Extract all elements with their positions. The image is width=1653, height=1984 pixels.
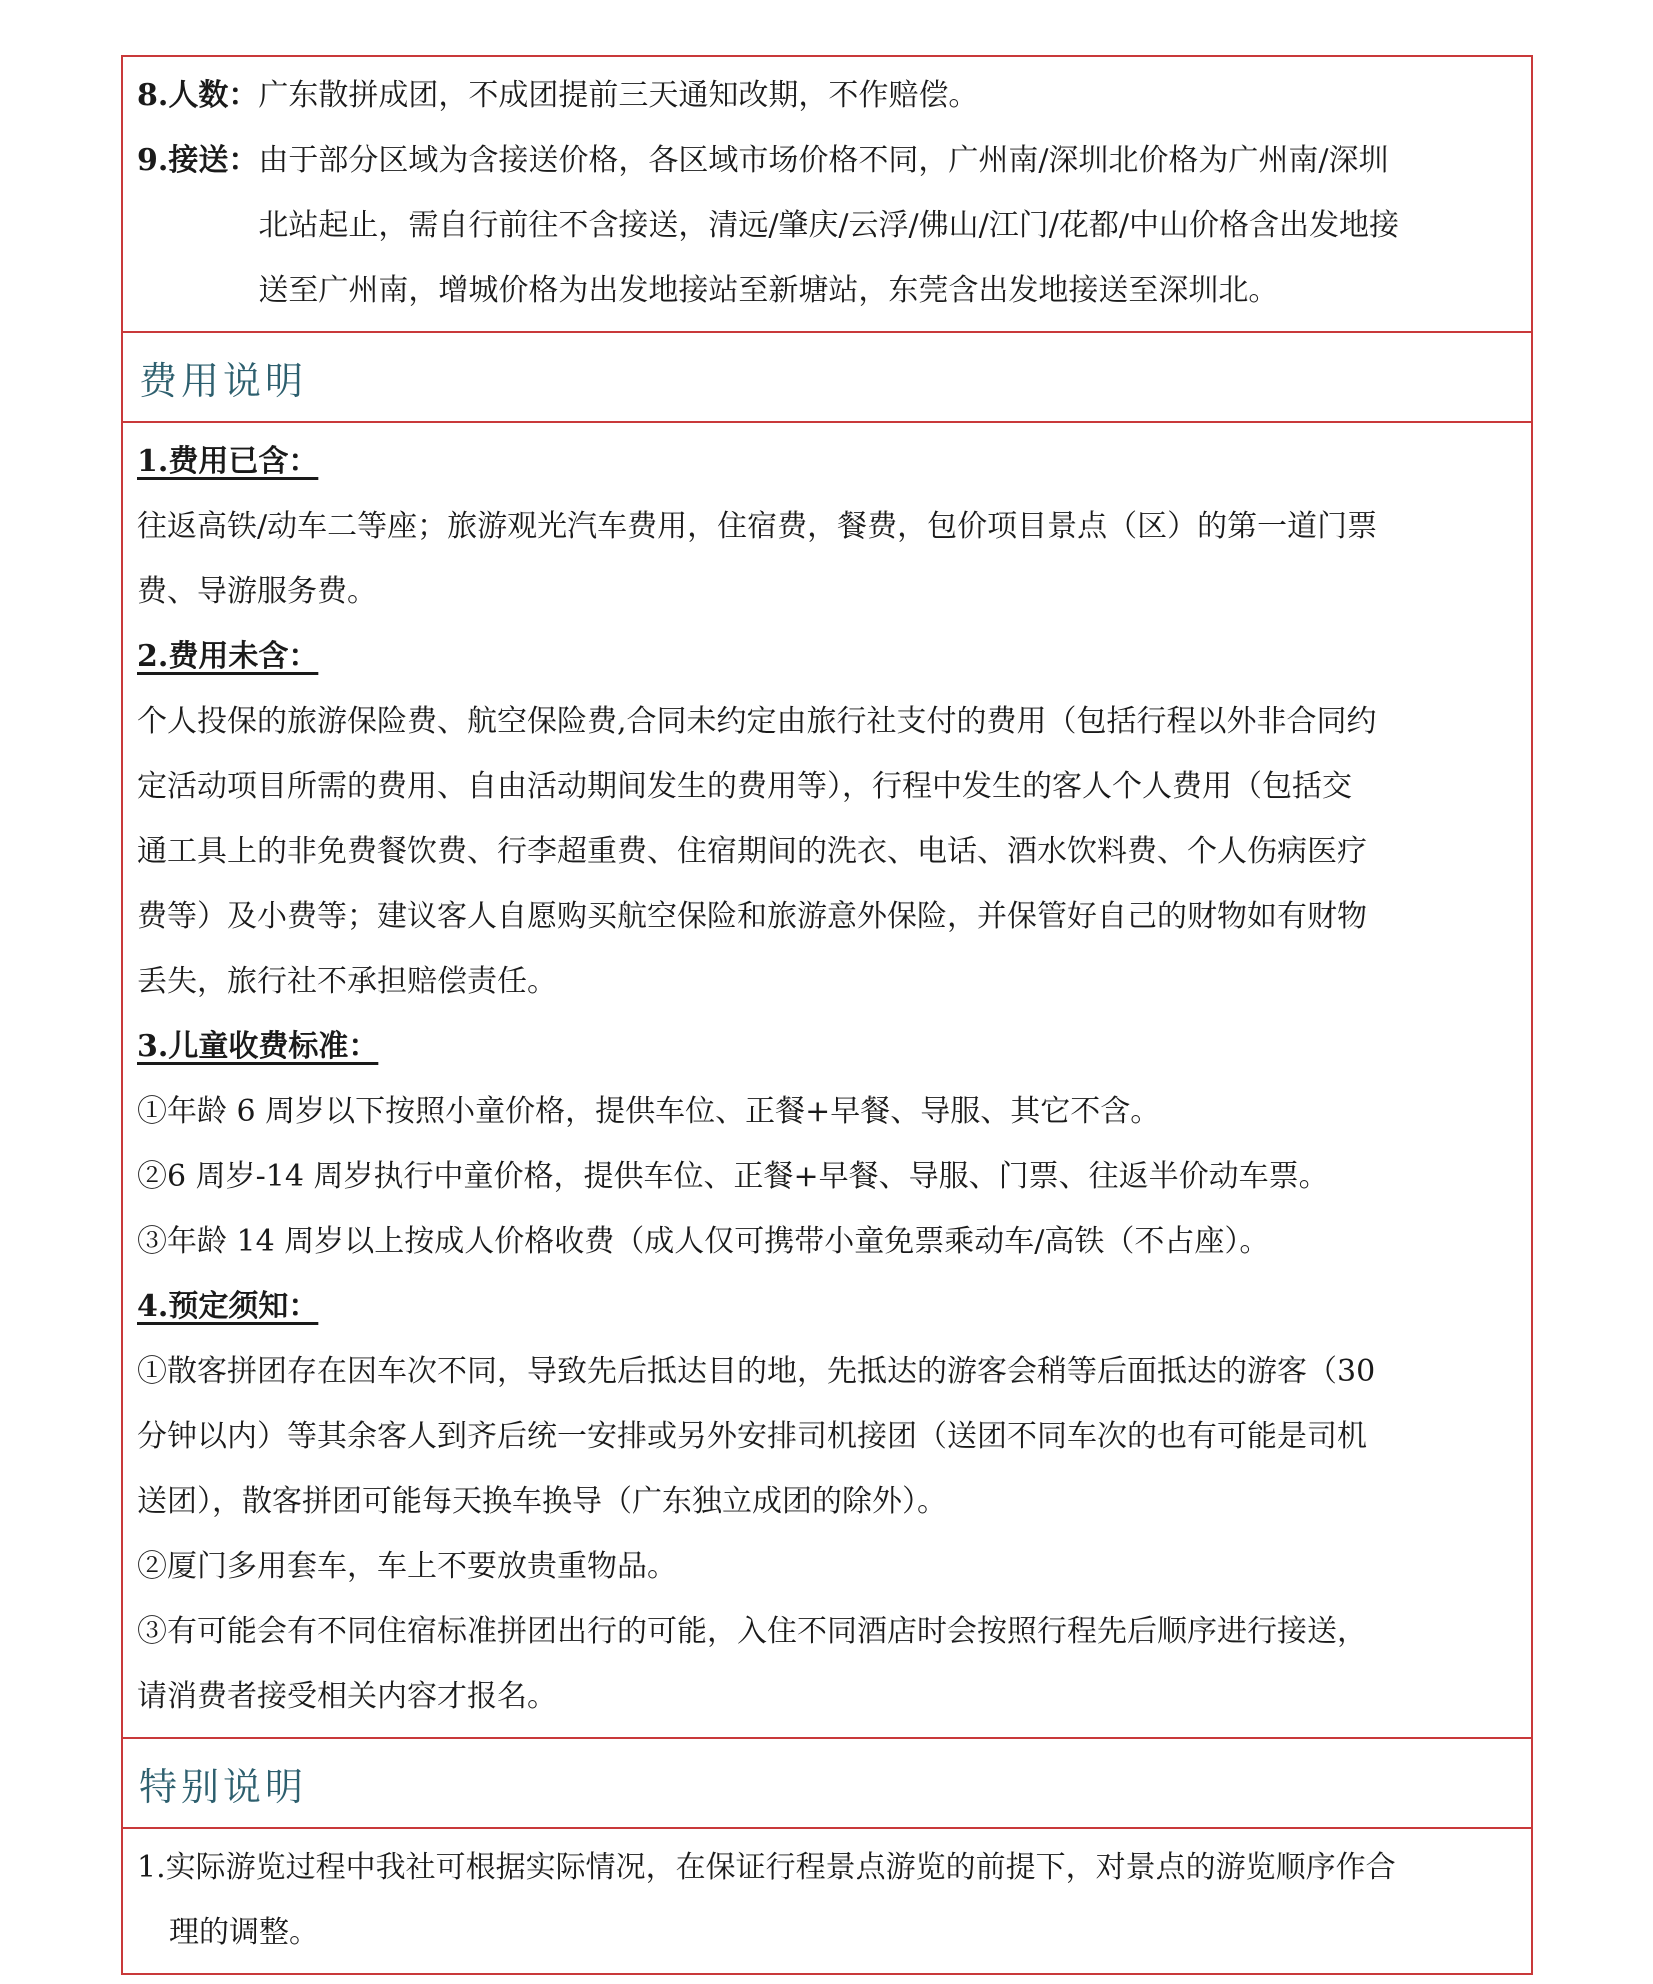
booking-notice-line: ③有可能会有不同住宿标准拼团出行的可能，入住不同酒店时会按照行程先后顺序进行接送， bbox=[137, 1614, 1367, 1649]
fee-excluded-line: 定活动项目所需的费用、自由活动期间发生的费用等），行程中发生的客人个人费用（包括交 bbox=[137, 769, 1352, 804]
item-transfer-line: 送至广州南，增城价格为出发地接站至新塘站，东莞含出发地接送至深圳北。 bbox=[258, 273, 1279, 308]
top-items-block bbox=[123, 57, 1531, 333]
booking-notice-line: ②厦门多用套车，车上不要放贵重物品。 bbox=[137, 1549, 677, 1584]
fee-included-line: 费、导游服务费。 bbox=[137, 574, 377, 609]
booking-notice-line: 送团），散客拼团可能每天换车换导（广东独立成团的除外）。 bbox=[137, 1484, 947, 1519]
booking-notice-line: 请消费者接受相关内容才报名。 bbox=[137, 1679, 557, 1714]
fee-excluded-line: 通工具上的非免费餐饮费、行李超重费、住宿期间的洗衣、电话、酒水饮料费、个人伤病医疗 bbox=[137, 834, 1367, 869]
child-fee-line: ③年龄 14 周岁以上按成人价格收费（成人仅可携带小童免票乘动车/高铁（不占座）。 bbox=[137, 1224, 1270, 1259]
item-headcount-label: 8.人数： bbox=[137, 78, 259, 113]
fee-section-body bbox=[123, 423, 1531, 1739]
fee-excluded-heading: 2.费用未含： bbox=[137, 639, 319, 674]
booking-notice-line: ①散客拼团存在因车次不同，导致先后抵达目的地，先抵达的游客会稍等后面抵达的游客（30 bbox=[137, 1354, 1376, 1389]
item-transfer-text bbox=[258, 128, 1517, 323]
item-transfer-line: 北站起止，需自行前往不含接送，清远/肇庆/云浮/佛山/江门/花都/中山价格含出发地接 bbox=[258, 208, 1399, 243]
special-section-title: 特别说明 bbox=[123, 1739, 1531, 1829]
item-headcount-text: 广东散拼成团，不成团提前三天通知改期，不作赔偿。 bbox=[258, 78, 979, 113]
item-transfer bbox=[137, 128, 1517, 323]
special-note-line: 1.实际游览过程中我社可根据实际情况，在保证行程景点游览的前提下，对景点的游览顺序作合 bbox=[137, 1850, 1396, 1885]
item-headcount bbox=[137, 63, 1517, 128]
booking-notice-line: 分钟以内）等其余客人到齐后统一安排或另外安排司机接团（送团不同车次的也有可能是司机 bbox=[137, 1419, 1367, 1454]
child-fee-line: ②6 周岁-14 周岁执行中童价格，提供车位、正餐+早餐、导服、门票、往返半价动车票。 bbox=[137, 1159, 1329, 1194]
special-section-body bbox=[123, 1829, 1531, 1973]
fee-included-heading: 1.费用已含： bbox=[137, 444, 319, 479]
fee-included-line: 往返高铁/动车二等座；旅游观光汽车费用，住宿费，餐费，包价项目景点（区）的第一道门票 bbox=[137, 509, 1378, 544]
child-fee-line: ①年龄 6 周岁以下按照小童价格，提供车位、正餐+早餐、导服、其它不含。 bbox=[137, 1094, 1161, 1129]
child-fee-heading: 3.儿童收费标准： bbox=[137, 1029, 379, 1064]
item-transfer-line: 由于部分区域为含接送价格，各区域市场价格不同，广州南/深圳北价格为广州南/深圳 bbox=[258, 143, 1389, 178]
item-transfer-label: 9.接送： bbox=[137, 143, 259, 178]
special-note-line: 理的调整。 bbox=[169, 1915, 319, 1950]
fee-excluded-line: 费等）及小费等；建议客人自愿购买航空保险和旅游意外保险，并保管好自己的财物如有财物 bbox=[137, 899, 1367, 934]
fee-excluded-line: 丢失，旅行社不承担赔偿责任。 bbox=[137, 964, 557, 999]
itinerary-notes-table bbox=[121, 55, 1533, 1975]
fee-section-title: 费用说明 bbox=[123, 333, 1531, 423]
booking-notice-heading: 4.预定须知： bbox=[137, 1289, 319, 1324]
fee-excluded-line: 个人投保的旅游保险费、航空保险费,合同未约定由旅行社支付的费用（包括行程以外非合同约 bbox=[137, 704, 1377, 739]
